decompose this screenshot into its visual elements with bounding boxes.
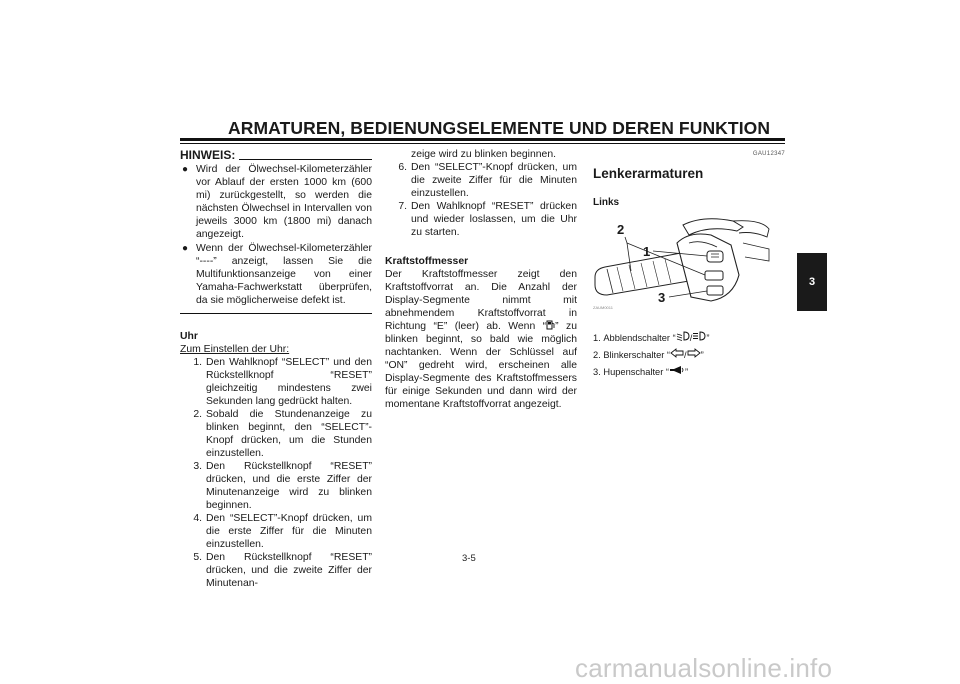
step-text: Den Wahlknopf “SELECT” und den Rückstellknopf “RESET” gleichzeitig mindestens zwei Sekunden lang gedrückt halten. [206, 357, 372, 407]
low-beam-icon [676, 331, 690, 345]
legend-item-turn: 2. Blinkerschalter “ / ” [593, 348, 785, 362]
turn-left-icon [670, 348, 684, 362]
callout-2: 2 [617, 222, 625, 237]
column-left [180, 148, 372, 590]
step-number: 3. [193, 461, 202, 472]
clock-step [180, 460, 372, 512]
fuel-pump-icon [546, 321, 555, 332]
bullet-icon: ● [182, 243, 189, 254]
bullet-icon: ● [182, 164, 189, 175]
step-text: Sobald die Stundenanzeige zu blinken beginnt, den “SELECT”-Knopf drücken, um die Stunden einzustellen. [206, 409, 372, 459]
clock-step [180, 356, 372, 408]
callout-3: 3 [658, 290, 666, 305]
legend-number: 2. [593, 349, 601, 360]
note-bullet-text: Wenn der Ölwechsel-Kilometerzähler “----” anzeigt, lassen Sie die Multifunktionsanzeige von einer Yamaha-Fachwerkstatt überprüfen, da sie möglicherweise defekt ist. [196, 243, 372, 306]
legend-close-quote: ” [700, 349, 704, 360]
clock-heading: Uhr [180, 331, 198, 342]
step-text: Den Wahlknopf “RESET” drücken und wieder loslassen, um die Uhr zu starten. [411, 201, 577, 238]
step-number: 7. [398, 201, 407, 212]
legend-label: Blinkerschalter “ [603, 349, 671, 360]
section-title: Lenkerarmaturen [593, 166, 704, 181]
step-number: 6. [398, 162, 407, 173]
turn-right-icon [687, 348, 701, 362]
step-number: 5. [193, 552, 202, 563]
legend-number: 1. [593, 332, 601, 343]
note-end-rule [180, 313, 372, 314]
step-text: Den “SELECT”-Knopf drücken, um die zweite Ziffer für die Minuten einzustellen. [411, 162, 577, 199]
title-rule-thin [180, 143, 785, 144]
legend-close-quote: ” [706, 332, 710, 343]
page-title: ARMATUREN, BEDIENUNGSELEMENTE UND DEREN FUNKTION [228, 118, 771, 138]
section-subtitle: Links [593, 197, 620, 208]
column-middle [385, 148, 577, 411]
handlebar-switch-illustration [593, 213, 773, 309]
watermark: carmanualsonline.info [575, 653, 833, 683]
clock-step [385, 161, 577, 200]
fuel-paragraph [385, 268, 577, 411]
clock-step [180, 551, 372, 590]
section-code: GAU12347 [752, 151, 785, 157]
callout-1: 1 [643, 244, 651, 259]
high-beam-icon [692, 331, 706, 345]
column-right [593, 148, 785, 382]
legend-number: 3. [593, 366, 601, 377]
step-number: 1. [193, 357, 202, 368]
step-number: 2. [193, 409, 202, 420]
chapter-tab: 3 [797, 253, 827, 311]
step-text: Den Rückstellknopf “RESET” drücken, und die erste Ziffer der Minutenanzeige wird zu blinken beginnen. [206, 461, 372, 511]
fuel-text-start: Der Kraftstoffmesser zeigt den Kraftstoffvorrat an. Die Anzahl der Display-Segmente nimmt mit abnehmendem Kraftstoffvorrat in Richtung “E” (leer) ab. Wenn “ [385, 269, 577, 332]
horn-icon [669, 365, 685, 379]
step-text-continued: zeige wird zu blinken beginnen. [411, 149, 556, 160]
legend-label: Abblendschalter “ [603, 332, 676, 343]
legend-item-horn [593, 365, 785, 379]
note-heading-row [180, 149, 372, 162]
clock-subheading: Zum Einstellen der Uhr: [180, 344, 290, 355]
step-text: Den “SELECT”-Knopf drücken, um die erste Ziffer für die Minuten einzustellen. [206, 513, 372, 550]
note-bullet [180, 163, 372, 241]
note-heading-rule [239, 159, 372, 160]
step-text: Den Rückstellknopf “RESET” drücken, und die zweite Ziffer der Minutenan- [206, 552, 372, 589]
clock-step [180, 512, 372, 551]
note-bullet [180, 242, 372, 307]
step-number: 4. [193, 513, 202, 524]
note-heading: HINWEIS: [180, 148, 236, 162]
legend-item-dimmer: 1. Abblendschalter “ / ” [593, 331, 785, 345]
figure-legend [593, 331, 785, 379]
clock-step [180, 408, 372, 460]
title-rule [180, 138, 785, 141]
fuel-text-end: ” zu blinken beginnt, so bald wie möglich nachtanken. Wenn der Schlüssel auf “ON” gedreht wird, erscheinen alle Display-Segmente des Kraftstoffmessers für einige Sekunden und dann wird der momentane Kraftstoffvorrat angezeigt. [385, 321, 577, 410]
legend-close-quote: ” [685, 366, 689, 377]
note-bullet-text: Wird der Ölwechsel-Kilometerzähler vor Ablauf der ersten 1000 km (600 mi) zurückgestellt, so werden die nächsten Ölwechsel in Intervallen von jeweils 3000 km (1800 mi) danach angezeigt. [196, 164, 372, 240]
clock-step [385, 200, 577, 239]
legend-label: Hupenschalter “ [603, 366, 669, 377]
fuel-heading: Kraftstoffmesser [385, 256, 469, 267]
page-number: 3-5 [462, 553, 476, 564]
figure-code: ZAUM0011 [593, 305, 613, 310]
